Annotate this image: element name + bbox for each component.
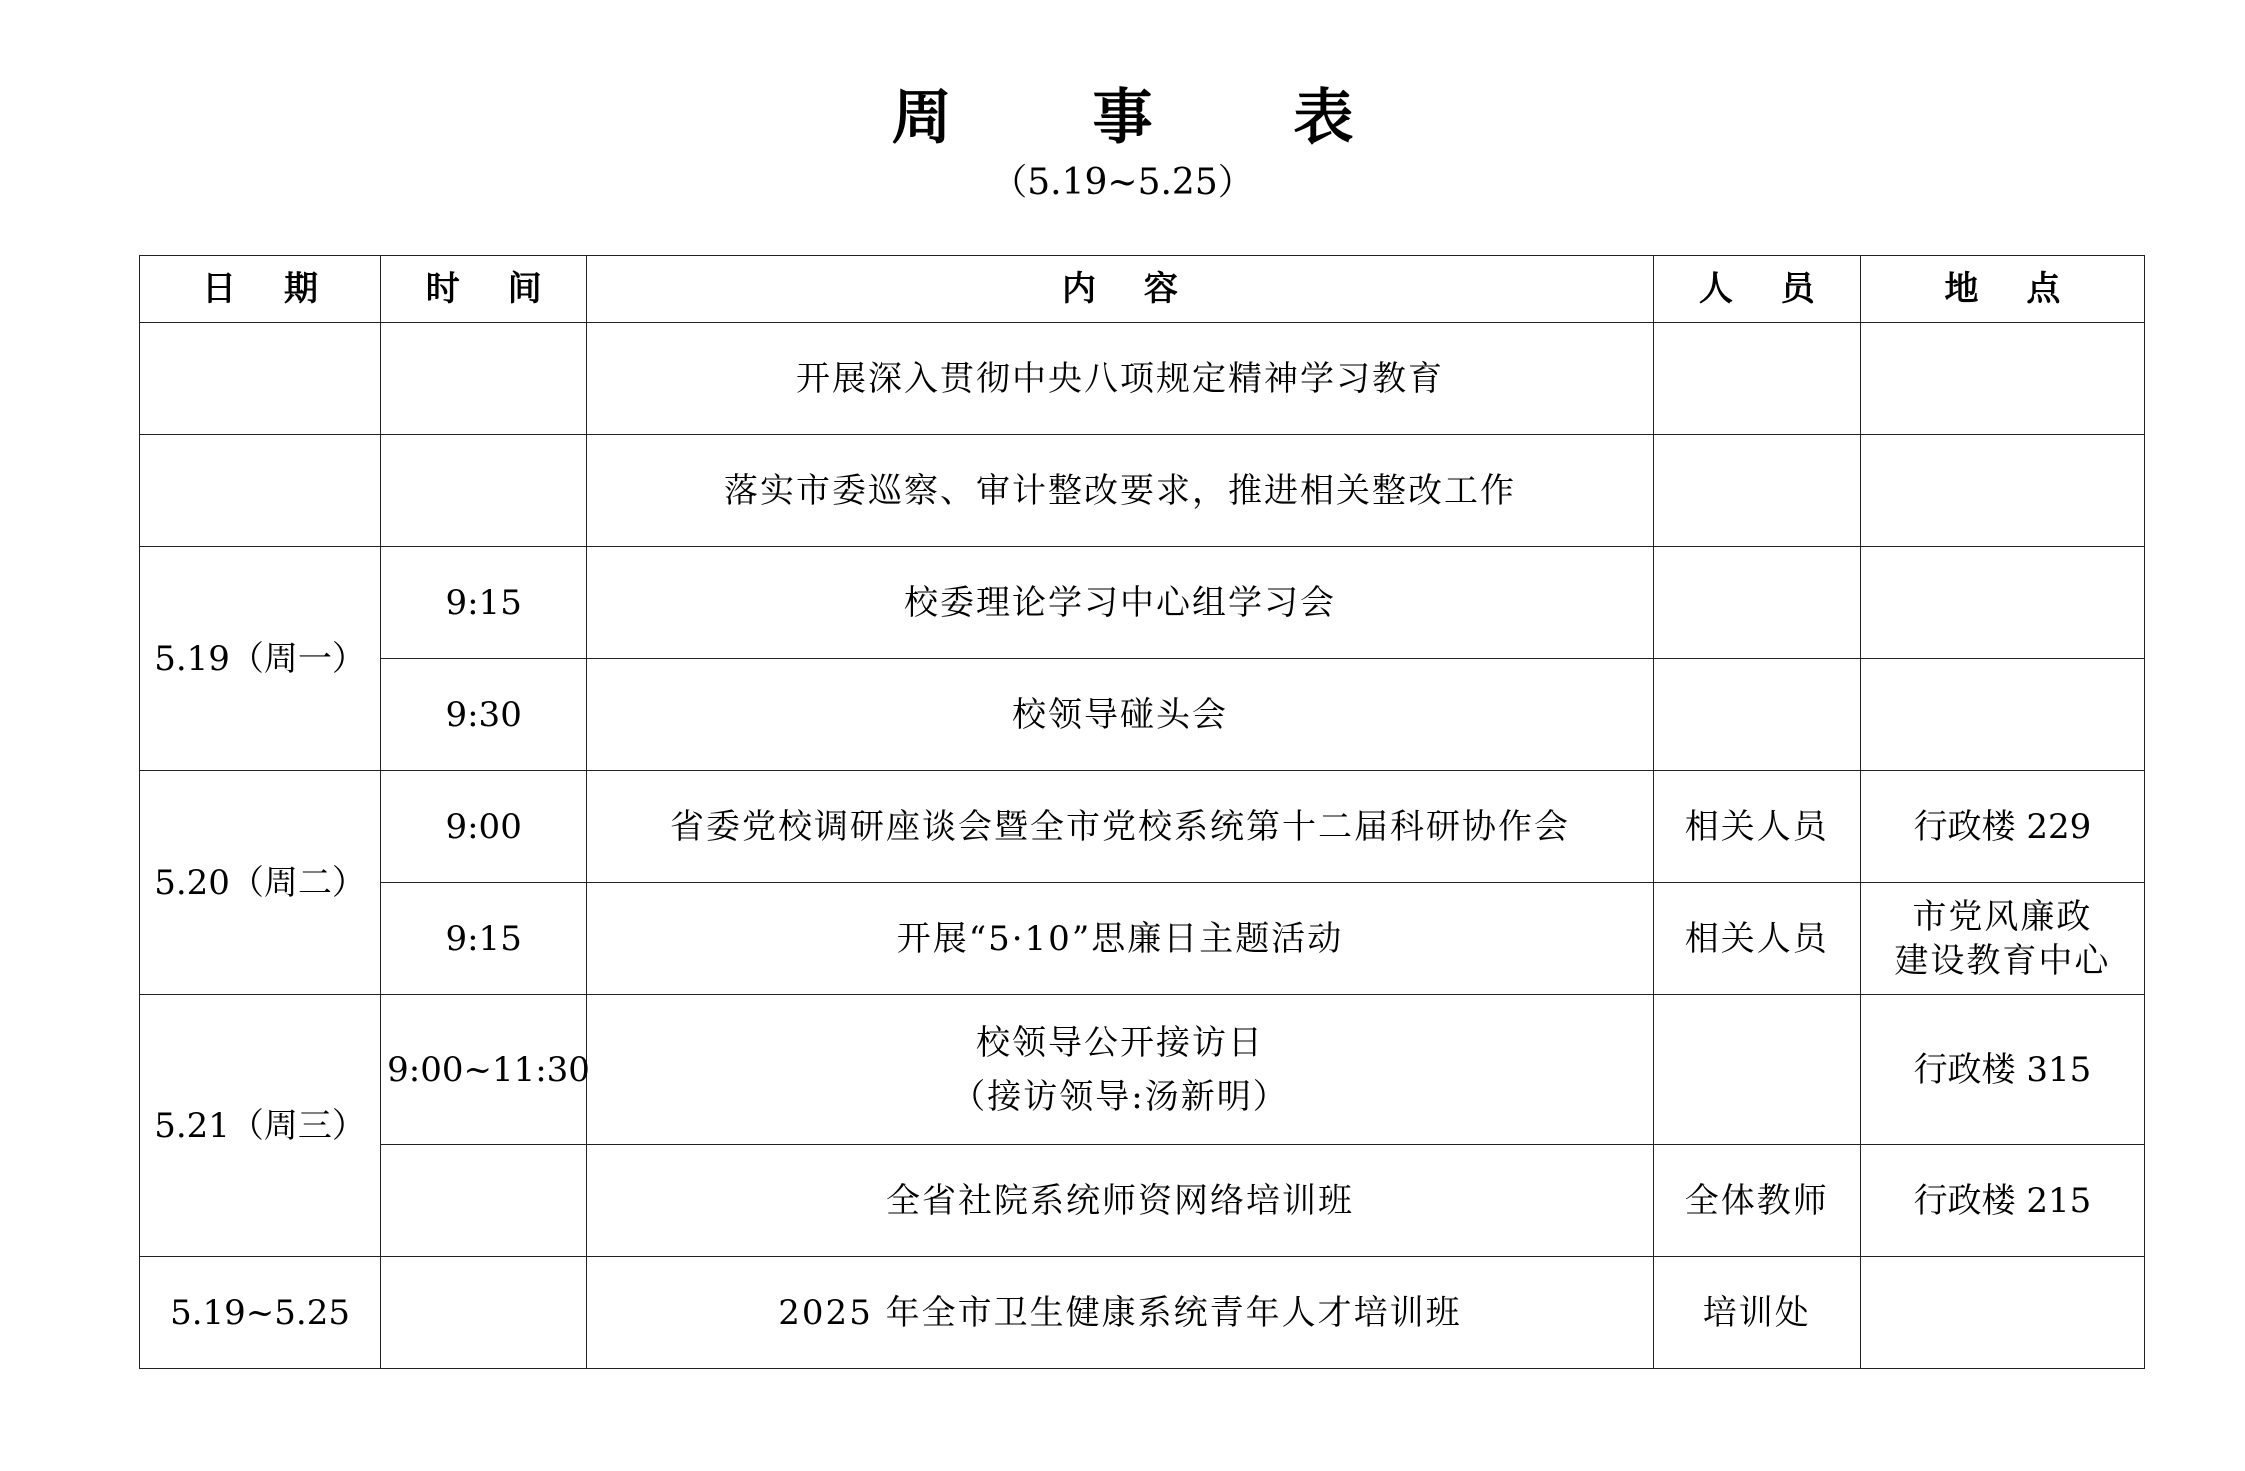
date-cell: 5.20（周二） bbox=[140, 771, 381, 995]
date-cell bbox=[140, 323, 381, 435]
table-row bbox=[140, 435, 2145, 547]
column-header-time: 时 间 bbox=[381, 256, 587, 323]
date-cell: 5.19~5.25 bbox=[140, 1257, 381, 1369]
column-header-place: 地 点 bbox=[1860, 256, 2144, 323]
place-cell bbox=[1860, 435, 2144, 547]
time-cell bbox=[381, 1257, 587, 1369]
people-cell bbox=[1653, 659, 1860, 771]
content-cell: 开展深入贯彻中央八项规定精神学习教育 bbox=[587, 323, 1654, 435]
people-cell bbox=[1653, 435, 1860, 547]
place-cell: 行政楼 315 bbox=[1860, 995, 2144, 1145]
table-row bbox=[140, 1257, 2145, 1369]
content-cell bbox=[587, 995, 1654, 1145]
people-cell bbox=[1653, 995, 1860, 1145]
time-cell: 9:30 bbox=[381, 659, 587, 771]
place-cell bbox=[1860, 883, 2144, 995]
people-cell: 全体教师 bbox=[1653, 1145, 1860, 1257]
place-cell bbox=[1860, 547, 2144, 659]
column-header-date: 日 期 bbox=[140, 256, 381, 323]
people-cell: 相关人员 bbox=[1653, 771, 1860, 883]
place-line: 市党风廉政 bbox=[1912, 896, 2093, 937]
content-line: （接访领导:汤新明） bbox=[951, 1076, 1289, 1117]
column-header-content: 内 容 bbox=[587, 256, 1654, 323]
content-line: 校领导公开接访日 bbox=[975, 1022, 1264, 1063]
table-row bbox=[140, 659, 2145, 771]
table-row bbox=[140, 883, 2145, 995]
time-cell bbox=[381, 435, 587, 547]
time-cell bbox=[381, 1145, 587, 1257]
place-line: 建设教育中心 bbox=[1894, 940, 2111, 981]
time-cell: 9:00 bbox=[381, 771, 587, 883]
table-header-row bbox=[140, 256, 2145, 323]
time-cell: 9:00~11:30 bbox=[381, 995, 587, 1145]
content-cell: 2025 年全市卫生健康系统青年人才培训班 bbox=[587, 1257, 1654, 1369]
place-cell bbox=[1860, 659, 2144, 771]
table-row bbox=[140, 1145, 2145, 1257]
people-cell: 培训处 bbox=[1653, 1257, 1860, 1369]
time-cell bbox=[381, 323, 587, 435]
date-cell: 5.21（周三） bbox=[140, 995, 381, 1257]
place-cell: 行政楼 229 bbox=[1860, 771, 2144, 883]
time-cell: 9:15 bbox=[381, 883, 587, 995]
people-cell bbox=[1653, 323, 1860, 435]
people-cell: 相关人员 bbox=[1653, 883, 1860, 995]
page-title: 周 事 表 bbox=[891, 83, 1414, 153]
place-cell: 行政楼 215 bbox=[1860, 1145, 2144, 1257]
column-header-people: 人 员 bbox=[1653, 256, 1860, 323]
table-row bbox=[140, 323, 2145, 435]
table-row bbox=[140, 995, 2145, 1145]
table-row bbox=[140, 547, 2145, 659]
content-cell: 校委理论学习中心组学习会 bbox=[587, 547, 1654, 659]
content-cell: 开展“5·10”思廉日主题活动 bbox=[587, 883, 1654, 995]
date-cell bbox=[140, 435, 381, 547]
time-cell: 9:15 bbox=[381, 547, 587, 659]
content-cell: 落实市委巡察、审计整改要求，推进相关整改工作 bbox=[587, 435, 1654, 547]
people-cell bbox=[1653, 547, 1860, 659]
content-cell: 省委党校调研座谈会暨全市党校系统第十二届科研协作会 bbox=[587, 771, 1654, 883]
content-cell: 校领导碰头会 bbox=[587, 659, 1654, 771]
date-cell: 5.19（周一） bbox=[140, 547, 381, 771]
content-cell: 全省社院系统师资网络培训班 bbox=[587, 1145, 1654, 1257]
place-cell bbox=[1860, 1257, 2144, 1369]
table-row bbox=[140, 771, 2145, 883]
place-cell bbox=[1860, 323, 2144, 435]
schedule-table bbox=[139, 255, 2145, 1369]
page-subtitle: （5.19~5.25） bbox=[991, 162, 1254, 203]
